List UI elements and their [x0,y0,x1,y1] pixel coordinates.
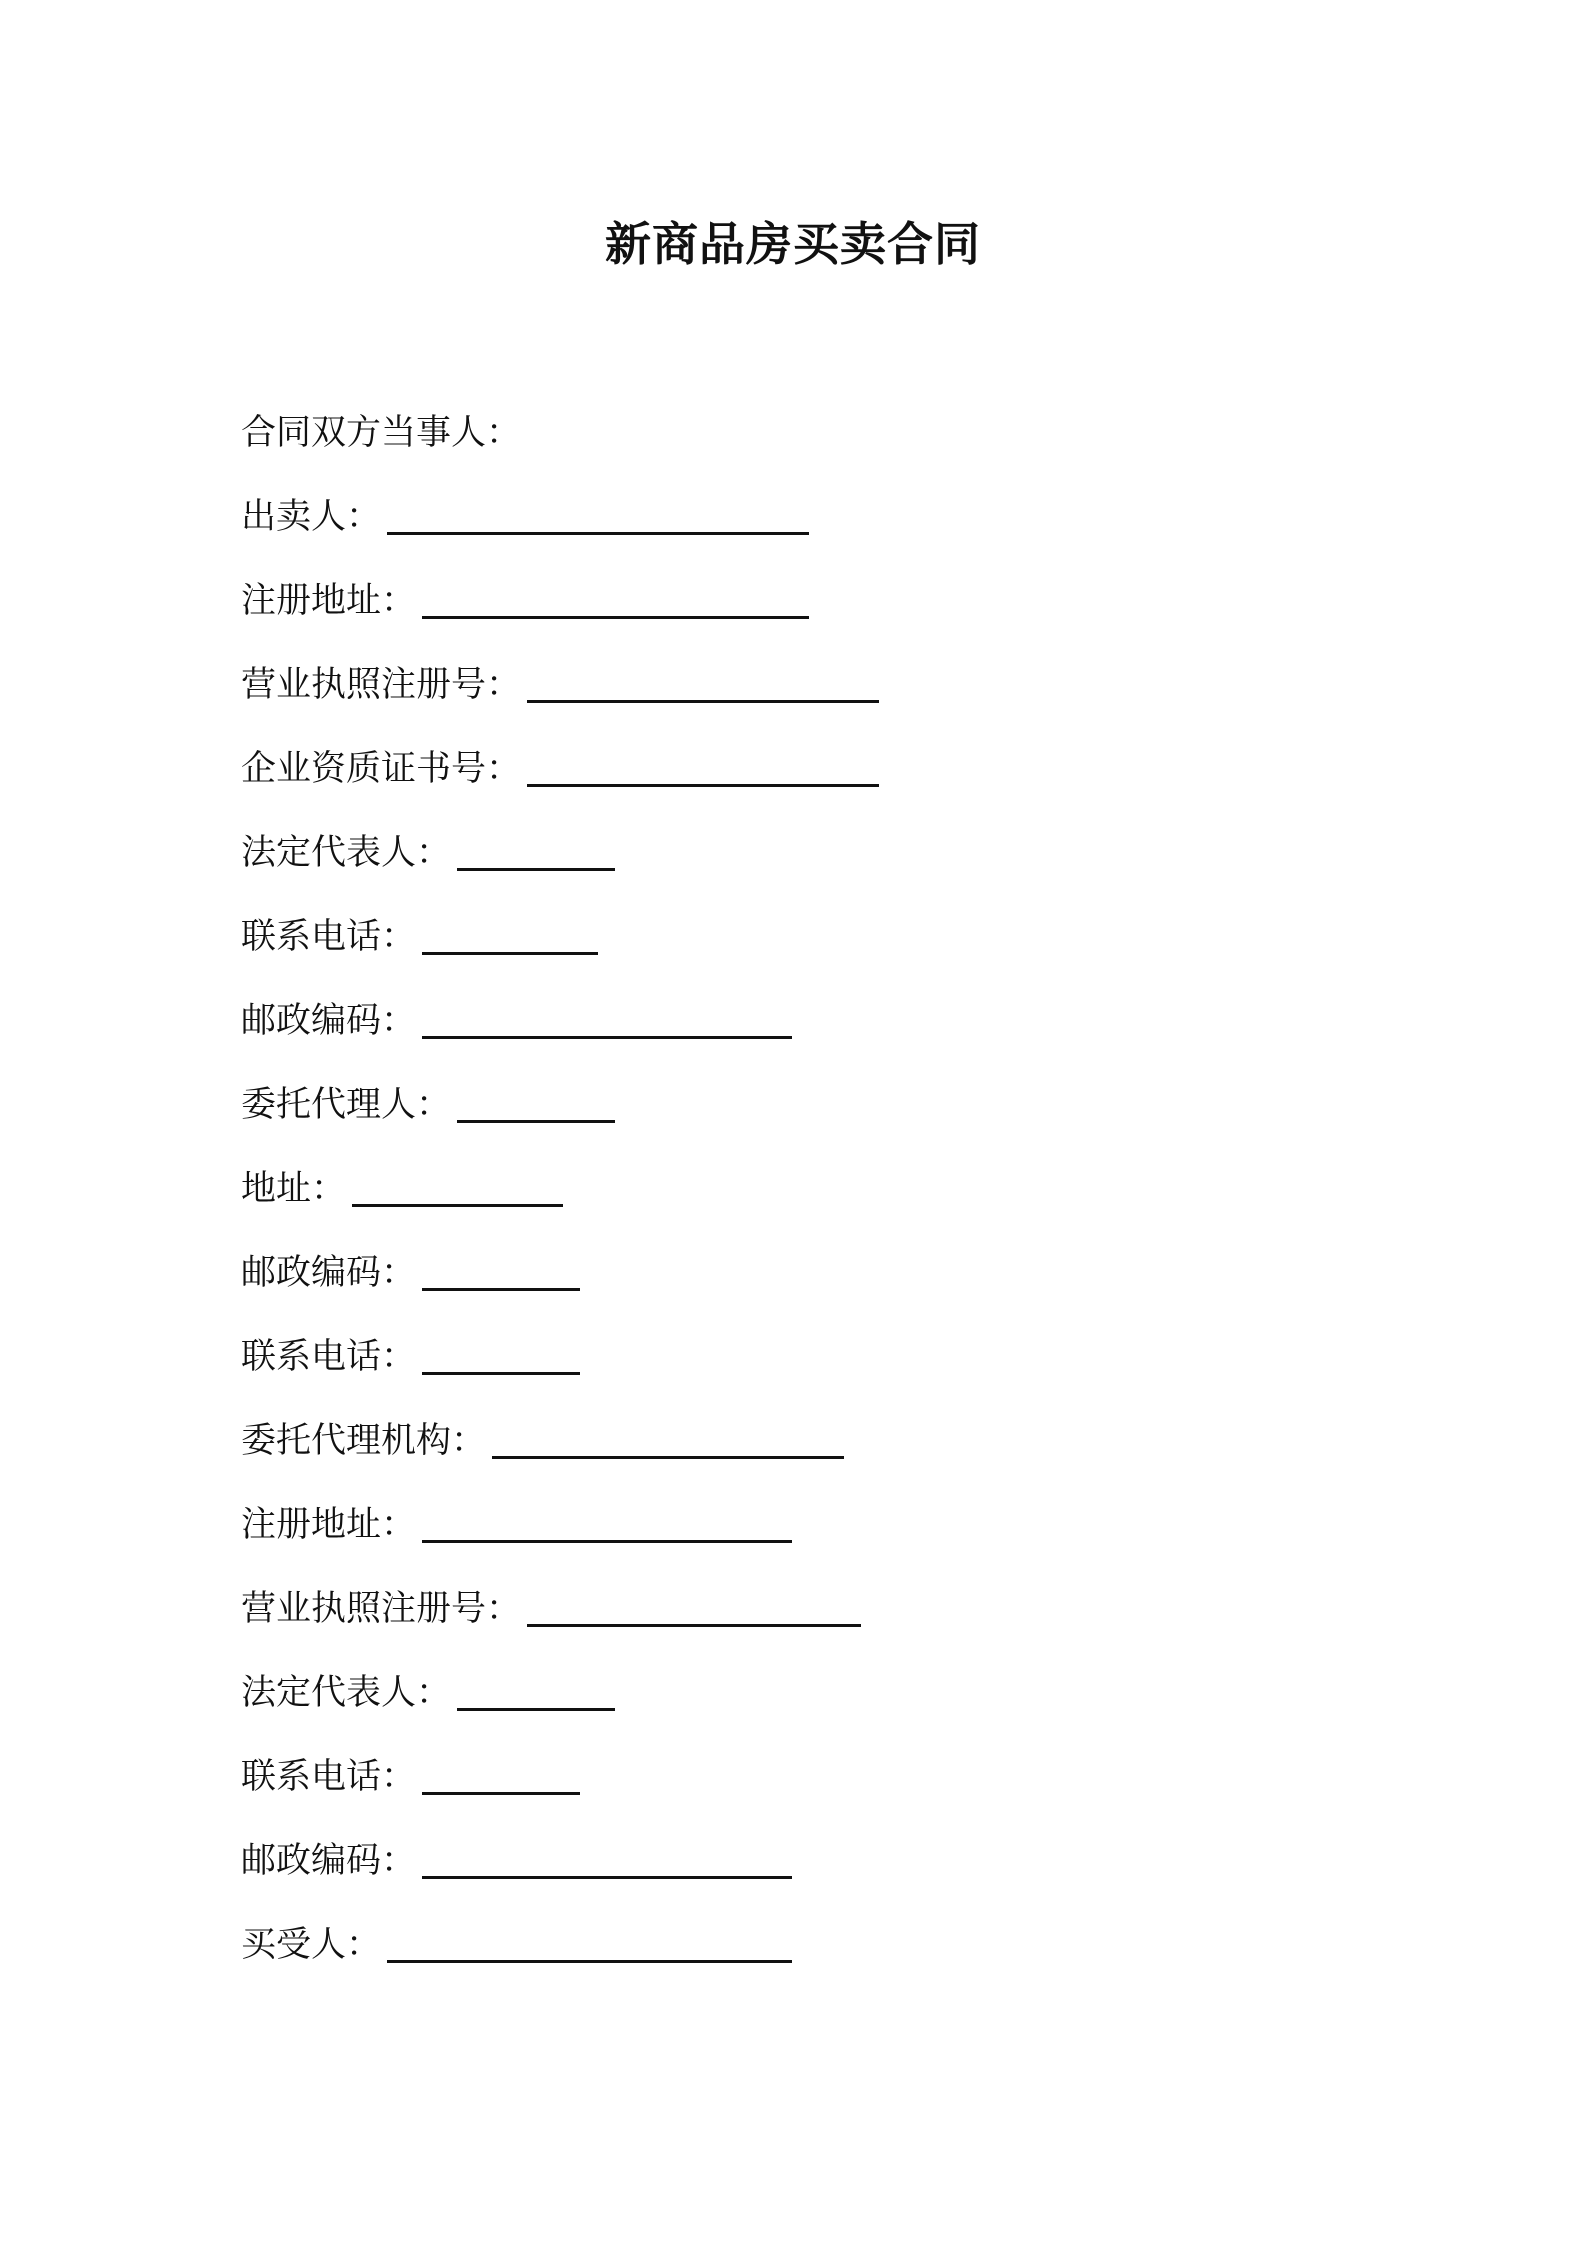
fill-in-blank[interactable] [527,662,879,703]
fill-in-blank[interactable] [457,830,615,871]
field-row-agent [241,1080,879,1164]
field-label: 企业资质证书号： [241,749,522,789]
party-field-list [241,492,879,2004]
fill-in-blank[interactable] [422,1838,792,1879]
fill-in-blank[interactable] [422,914,598,955]
field-row-registered-address [241,1500,879,1584]
field-label: 委托代理机构： [241,1421,487,1461]
fill-in-blank[interactable] [527,1586,861,1627]
field-label: 买受人： [241,1925,382,1965]
fill-in-blank[interactable] [422,1502,792,1543]
fill-in-blank[interactable] [527,746,879,787]
field-row-buyer [241,1920,879,2004]
field-label: 联系电话： [241,1757,417,1797]
field-row-address [241,1164,879,1248]
field-row-legal-representative [241,1668,879,1752]
fill-in-blank[interactable] [422,1250,580,1291]
fill-in-blank[interactable] [422,1754,580,1795]
fill-in-blank[interactable] [492,1418,844,1459]
field-row-qualification-cert [241,744,879,828]
field-row-business-license [241,1584,879,1668]
field-label: 邮政编码： [241,1253,417,1293]
field-row-seller [241,492,879,576]
field-row-postal-code [241,996,879,1080]
fill-in-blank[interactable] [422,998,792,1039]
field-row-postal-code [241,1836,879,1920]
field-row-phone [241,1332,879,1416]
field-label: 法定代表人： [241,1673,452,1713]
field-label: 联系电话： [241,917,417,957]
field-label: 注册地址： [241,1505,417,1545]
field-label: 营业执照注册号： [241,1589,522,1629]
field-label: 地址： [241,1169,347,1209]
field-row-registered-address [241,576,879,660]
fill-in-blank[interactable] [457,1670,615,1711]
field-label: 出卖人： [241,497,382,537]
field-row-postal-code [241,1248,879,1332]
field-label: 注册地址： [241,581,417,621]
field-row-business-license [241,660,879,744]
field-label: 营业执照注册号： [241,665,522,705]
field-row-phone [241,1752,879,1836]
field-row-agency [241,1416,879,1500]
fill-in-blank[interactable] [387,494,809,535]
document-title: 新商品房买卖合同 [605,217,981,271]
fill-in-blank[interactable] [352,1166,563,1207]
parties-heading: 合同双方当事人： [241,413,522,453]
field-label: 联系电话： [241,1337,417,1377]
field-row-legal-representative [241,828,879,912]
field-row-phone [241,912,879,996]
field-label: 委托代理人： [241,1085,452,1125]
fill-in-blank[interactable] [422,1334,580,1375]
fill-in-blank[interactable] [457,1082,615,1123]
fill-in-blank[interactable] [422,578,809,619]
field-label: 法定代表人： [241,833,452,873]
field-label: 邮政编码： [241,1841,417,1881]
field-label: 邮政编码： [241,1001,417,1041]
fill-in-blank[interactable] [387,1922,792,1963]
